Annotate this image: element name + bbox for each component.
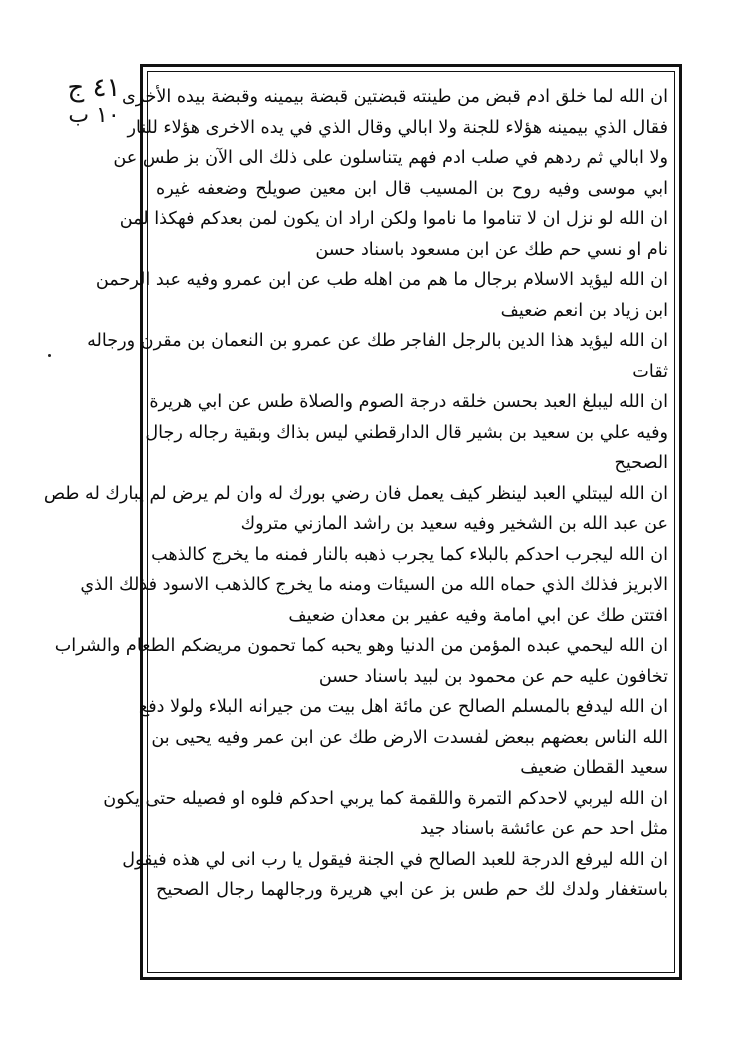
text-line: ان الله ليرفع الدرجة للعبد الصالح في الجنة فيقول يا رب انى لي هذه فيقول bbox=[122, 849, 668, 870]
text-line: افتتن طك عن ابي امامة وفيه عفير بن معدان ضعيف bbox=[288, 605, 668, 626]
text-line: وفيه علي بن سعيد بن بشير قال الدارقطني ليس بذاك وبقية رجاله رجال bbox=[145, 422, 668, 443]
text-line: عن عبد الله بن الشخير وفيه سعيد بن راشد المازني متروك bbox=[240, 514, 668, 534]
text-line: باستغفار ولدك لك حم طس بز عن ابي هريرة ورجالهما رجال الصحيح bbox=[156, 880, 668, 900]
text-line: ثقات bbox=[632, 361, 668, 382]
text-line: الابريز فذلك الذي حماه الله من السيئات ومنه ما يخرج كالذهب الاسود فذلك الذي bbox=[80, 575, 668, 595]
folio-number bbox=[64, 74, 124, 128]
text-line: ان الله لو نزل ان لا تناموا ما ناموا ولكن اراد ان يكون لمن بعدكم فهكذا لمن bbox=[119, 209, 668, 229]
text-line: ان الله ليؤيد هذا الدين بالرجل الفاجر طك عن عمرو بن النعمان بن مقرن ورجاله bbox=[87, 331, 668, 351]
text-line: تخافون عليه حم عن محمود بن لبيد باسناد حسن bbox=[318, 666, 668, 687]
text-line: نام او نسي حم طك عن ابن مسعود باسناد حسن bbox=[315, 239, 668, 260]
text-line: ان الله لما خلق ادم قبض من طينته قبضتين قبضة بيمينه وقبضة بيده الأخرى bbox=[121, 87, 668, 107]
text-line: ان الله ليحمي عبده المؤمن من الدنيا وهو يحبه كما تحمون مريضكم الطعام والشراب bbox=[54, 636, 668, 656]
folio-top: ٤١ ج bbox=[67, 73, 121, 103]
text-line: ان الله ليبتلي العبد لينظر كيف يعمل فان رضي بورك له وان لم يرض لم يبارك له طص bbox=[43, 483, 668, 504]
text-line: ابن زياد بن انعم ضعيف bbox=[500, 300, 668, 321]
folio-bottom: ١٠ ب bbox=[68, 103, 120, 128]
text-line: ان الله ليؤيد الاسلام برجال ما هم من اهله طب عن ابن عمرو وفيه عبد الرحمن bbox=[95, 270, 668, 290]
text-line: ان الله ليجرب احدكم بالبلاء كما يجرب ذهبه بالنار فمنه ما يخرج كالذهب bbox=[151, 544, 668, 565]
text-line: فقال الذي بيمينه هؤلاء للجنة ولا ابالي وقال الذي في يده الاخرى هؤلاء للنار bbox=[127, 117, 668, 138]
text-line: سعيد القطان ضعيف bbox=[520, 758, 668, 778]
ink-speck bbox=[48, 354, 51, 357]
text-line: ان الله ليربي لاحدكم التمرة واللقمة كما يربي احدكم فلوه او فصيله حتى يكون bbox=[103, 788, 668, 809]
text-line: الصحيح bbox=[614, 453, 668, 473]
text-line: ولا ابالي ثم ردهم في صلب ادم فهم يتناسلون على ذلك الى الآن بز طس عن bbox=[113, 148, 668, 168]
text-line: ابي موسى وفيه روح بن المسيب قال ابن معين صويلح وضعفه غيره bbox=[156, 178, 668, 199]
text-line: ان الله ليبلغ العبد بحسن خلقه درجة الصوم والصلاة طس عن ابي هريرة bbox=[149, 392, 668, 412]
text-line: مثل احد حم عن عائشة باسناد جيد bbox=[420, 819, 668, 839]
text-line: ان الله ليدفع بالمسلم الصالح عن مائة اهل بيت من جيرانه البلاء ولولا دفع bbox=[138, 697, 668, 717]
text-line: الله الناس بعضهم ببعض لفسدت الارض طك عن ابن عمر وفيه يحيى بن bbox=[151, 727, 668, 748]
